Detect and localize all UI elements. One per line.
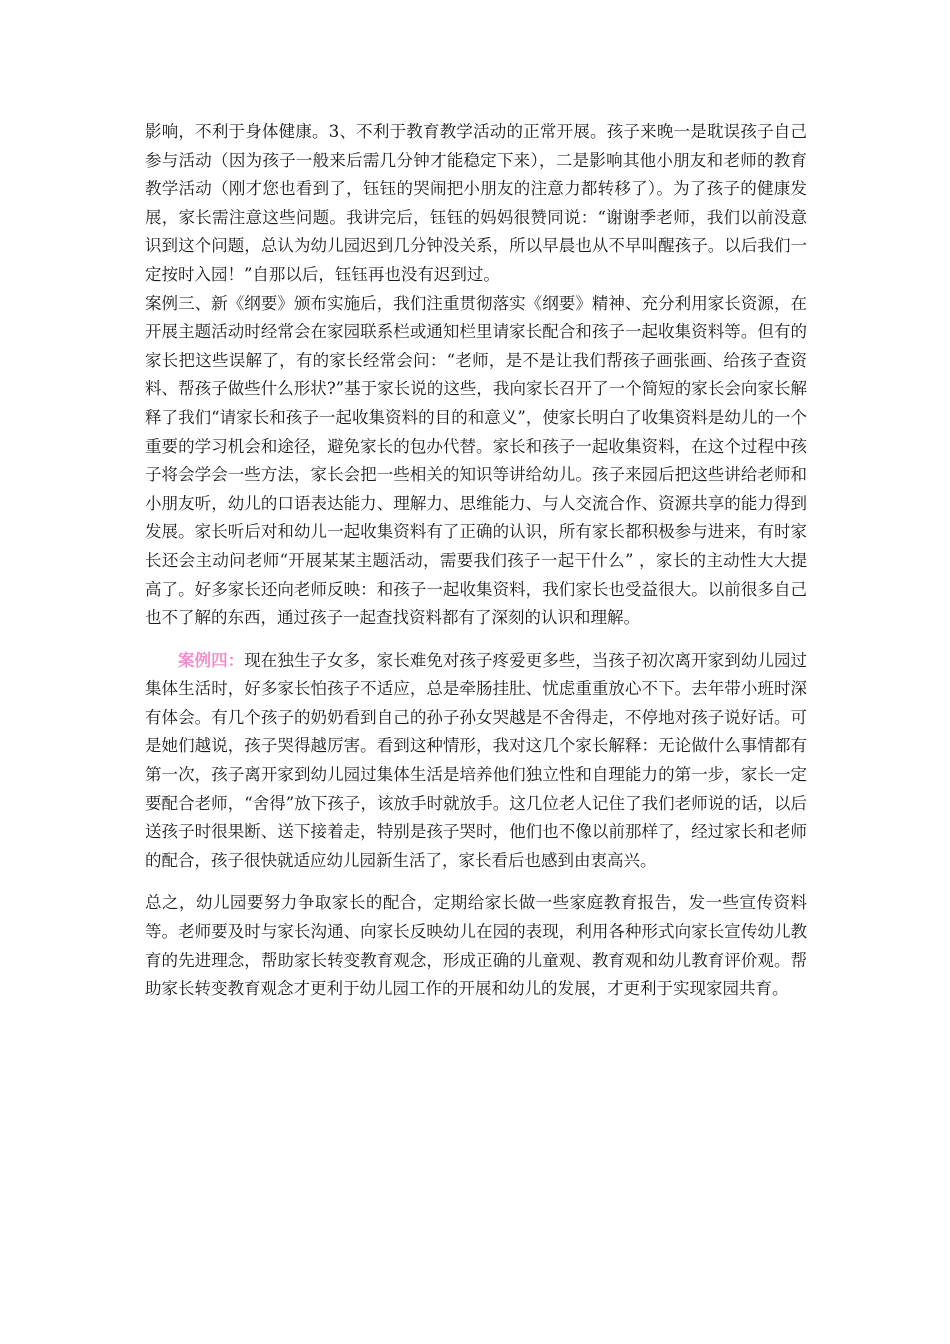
paragraph-conclusion: 总之，幼儿园要努力争取家长的配合，定期给家长做一些家庭教育报告，发一些宣传资料等。老师要及时与家长沟通、向家长反映幼儿在园的表现，利用各种形式向家长宣传幼儿教育的先进理念，帮助家长转变教育观念，形成正确的儿童观、教育观和幼儿教育评价观。帮助家长转变教育观念才更利于幼儿园工作的开展和幼儿的发展，才更利于实现家园共育。 bbox=[145, 893, 807, 999]
paragraph-continuation: 影响，不利于身体健康。3、不利于教育教学活动的正常开展。孩子来晚一是耽误孩子自己参与活动（因为孩子一般来后需几分钟才能稳定下来），二是影响其他小朋友和老师的教育教学活动（刚才您也看到了，钰钰的哭闹把小朋友的注意力都转移了）。为了孩子的健康发展，家长需注意这些问题。我讲完后，钰钰的妈妈很赞同说：“谢谢季老师，我们以前没意识到这个问题，总认为幼儿园迟到几分钟没关系，所以早晨也从不早叫醒孩子。以后我们一定按时入园！”自那以后，钰钰再也没有迟到过。 bbox=[145, 122, 807, 284]
case-four-label: 案例四： bbox=[178, 650, 245, 670]
case-four-body: 现在独生子女多，家长难免对孩子疼爱更多些，当孩子初次离开家到幼儿园过集体生活时，好多家长怕孩子不适应，总是牵肠挂肚、忧虑重重放心不下。去年带小班时深有体会。有几个孩子的奶奶看到自己的孙子孙女哭越是不舍得走，不停地对孩子说好话。可是她们越说，孩子哭得越厉害。看到这种情形，我对这几个家长解释：无论做什么事情都有第一次，孩子离开家到幼儿园过集体生活是培养他们独立性和自理能力的第一步，家长一定要配合老师，“舍得”放下孩子，该放手时就放手。这几位老人记住了我们老师说的话，以后送孩子时很果断、送下接着走，特别是孩子哭时，他们也不像以前那样了，经过家长和老师的配合，孩子很快就适应幼儿园新生活了，家长看后也感到由衷高兴。 bbox=[145, 650, 808, 870]
paragraph-case-three: 案例三、新《纲要》颁布实施后，我们注重贯彻落实《纲要》精神、充分利用家长资源，在开展主题活动时经常会在家园联系栏或通知栏里请家长配合和孩子一起收集资料等。但有的家长把这些误解了，有的家长经常会问：“老师，是不是让我们帮孩子画张画、给孩子查资料、帮孩子做些什么形状?”基于家长说的这些，我向家长召开了一个简短的家长会向家长解释了我们“请家长和孩子一起收集资料的目的和意义”，使家长明白了收集资料是幼儿的一个重要的学习机会和途径，避免家长的包办代替。家长和孩子一起收集资料，在这个过程中孩子将会学会一些方法，家长会把一些相关的知识等讲给幼儿。孩子来园后把这些讲给老师和小朋友听，幼儿的口语表达能力、理解力、思维能力、与人交流合作、资源共享的能力得到发展。家长听后对和幼儿一起收集资料有了正确的认识，所有家长都积极参与进来，有时家长还会主动问老师“开展某某主题活动，需要我们孩子一起干什么” ，家长的主动性大大提高了。好多家长还向老师反映：和孩子一起收集资料，我们家长也受益很大。以前很多自己也不了解的东西，通过孩子一起查找资料都有了深刻的认识和理解。 bbox=[145, 293, 807, 628]
document-page bbox=[145, 118, 807, 1004]
paragraph-case-four bbox=[145, 647, 807, 876]
